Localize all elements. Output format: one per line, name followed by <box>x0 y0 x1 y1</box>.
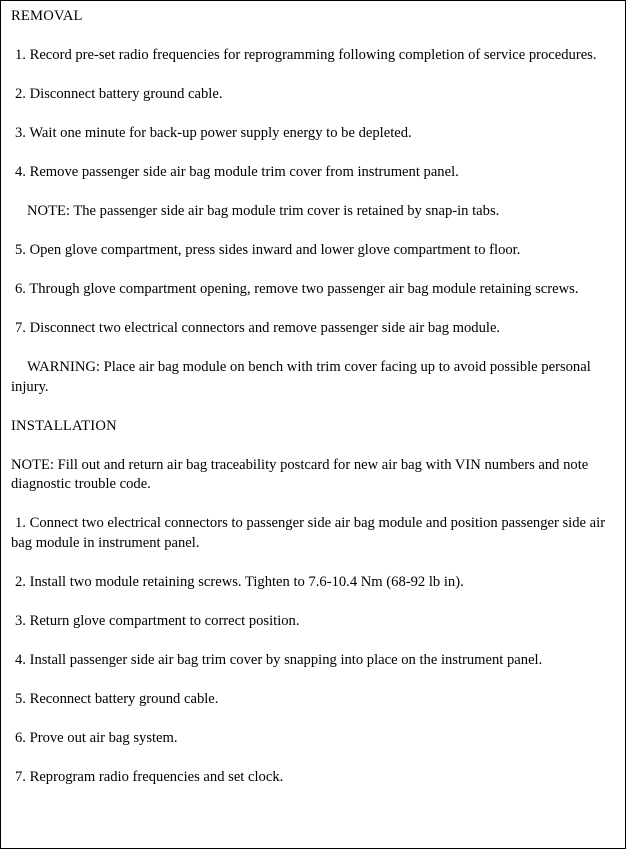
removal-step-7: 7. Disconnect two electrical connectors and remove passenger side air bag module. <box>15 320 501 336</box>
removal-step-3: 3. Wait one minute for back-up power supply energy to be depleted. <box>15 125 412 141</box>
installation-step-2: 2. Install two module retaining screws. Tighten to 7.6-10.4 Nm (68-92 lb in). <box>15 573 464 590</box>
removal-step-1: 1. Record pre-set radio frequencies for reprogramming following completion of service procedures. <box>15 47 597 63</box>
installation-note: NOTE: Fill out and return air bag traceability postcard for new air bag with VIN numbers and note diagnostic trouble code. <box>11 456 589 492</box>
removal-step-6: 6. Through glove compartment opening, remove two passenger air bag module retaining screws. <box>15 281 579 297</box>
installation-step-7: 7. Reprogram radio frequencies and set clock. <box>15 768 284 785</box>
removal-step-2: 2. Disconnect battery ground cable. <box>15 86 223 102</box>
installation-heading: INSTALLATION <box>11 417 117 434</box>
installation-step-4: 4. Install passenger side air bag trim cover by snapping into place on the instrument panel. <box>15 651 543 668</box>
removal-heading: REMOVAL <box>11 8 83 24</box>
removal-warning: WARNING: Place air bag module on bench with trim cover facing up to avoid possible personal injury. <box>11 359 591 395</box>
installation-step-3: 3. Return glove compartment to correct position. <box>15 612 300 629</box>
installation-step-6: 6. Prove out air bag system. <box>15 729 178 746</box>
removal-step-5: 5. Open glove compartment, press sides inward and lower glove compartment to floor. <box>15 242 521 258</box>
installation-step-5: 5. Reconnect battery ground cable. <box>15 690 219 707</box>
removal-step-4: 4. Remove passenger side air bag module trim cover from instrument panel. <box>15 164 459 180</box>
removal-note: NOTE: The passenger side air bag module trim cover is retained by snap-in tabs. <box>27 203 500 219</box>
installation-step-1: 1. Connect two electrical connectors to passenger side air bag module and position passenger side air bag module in instrument panel. <box>11 515 606 551</box>
